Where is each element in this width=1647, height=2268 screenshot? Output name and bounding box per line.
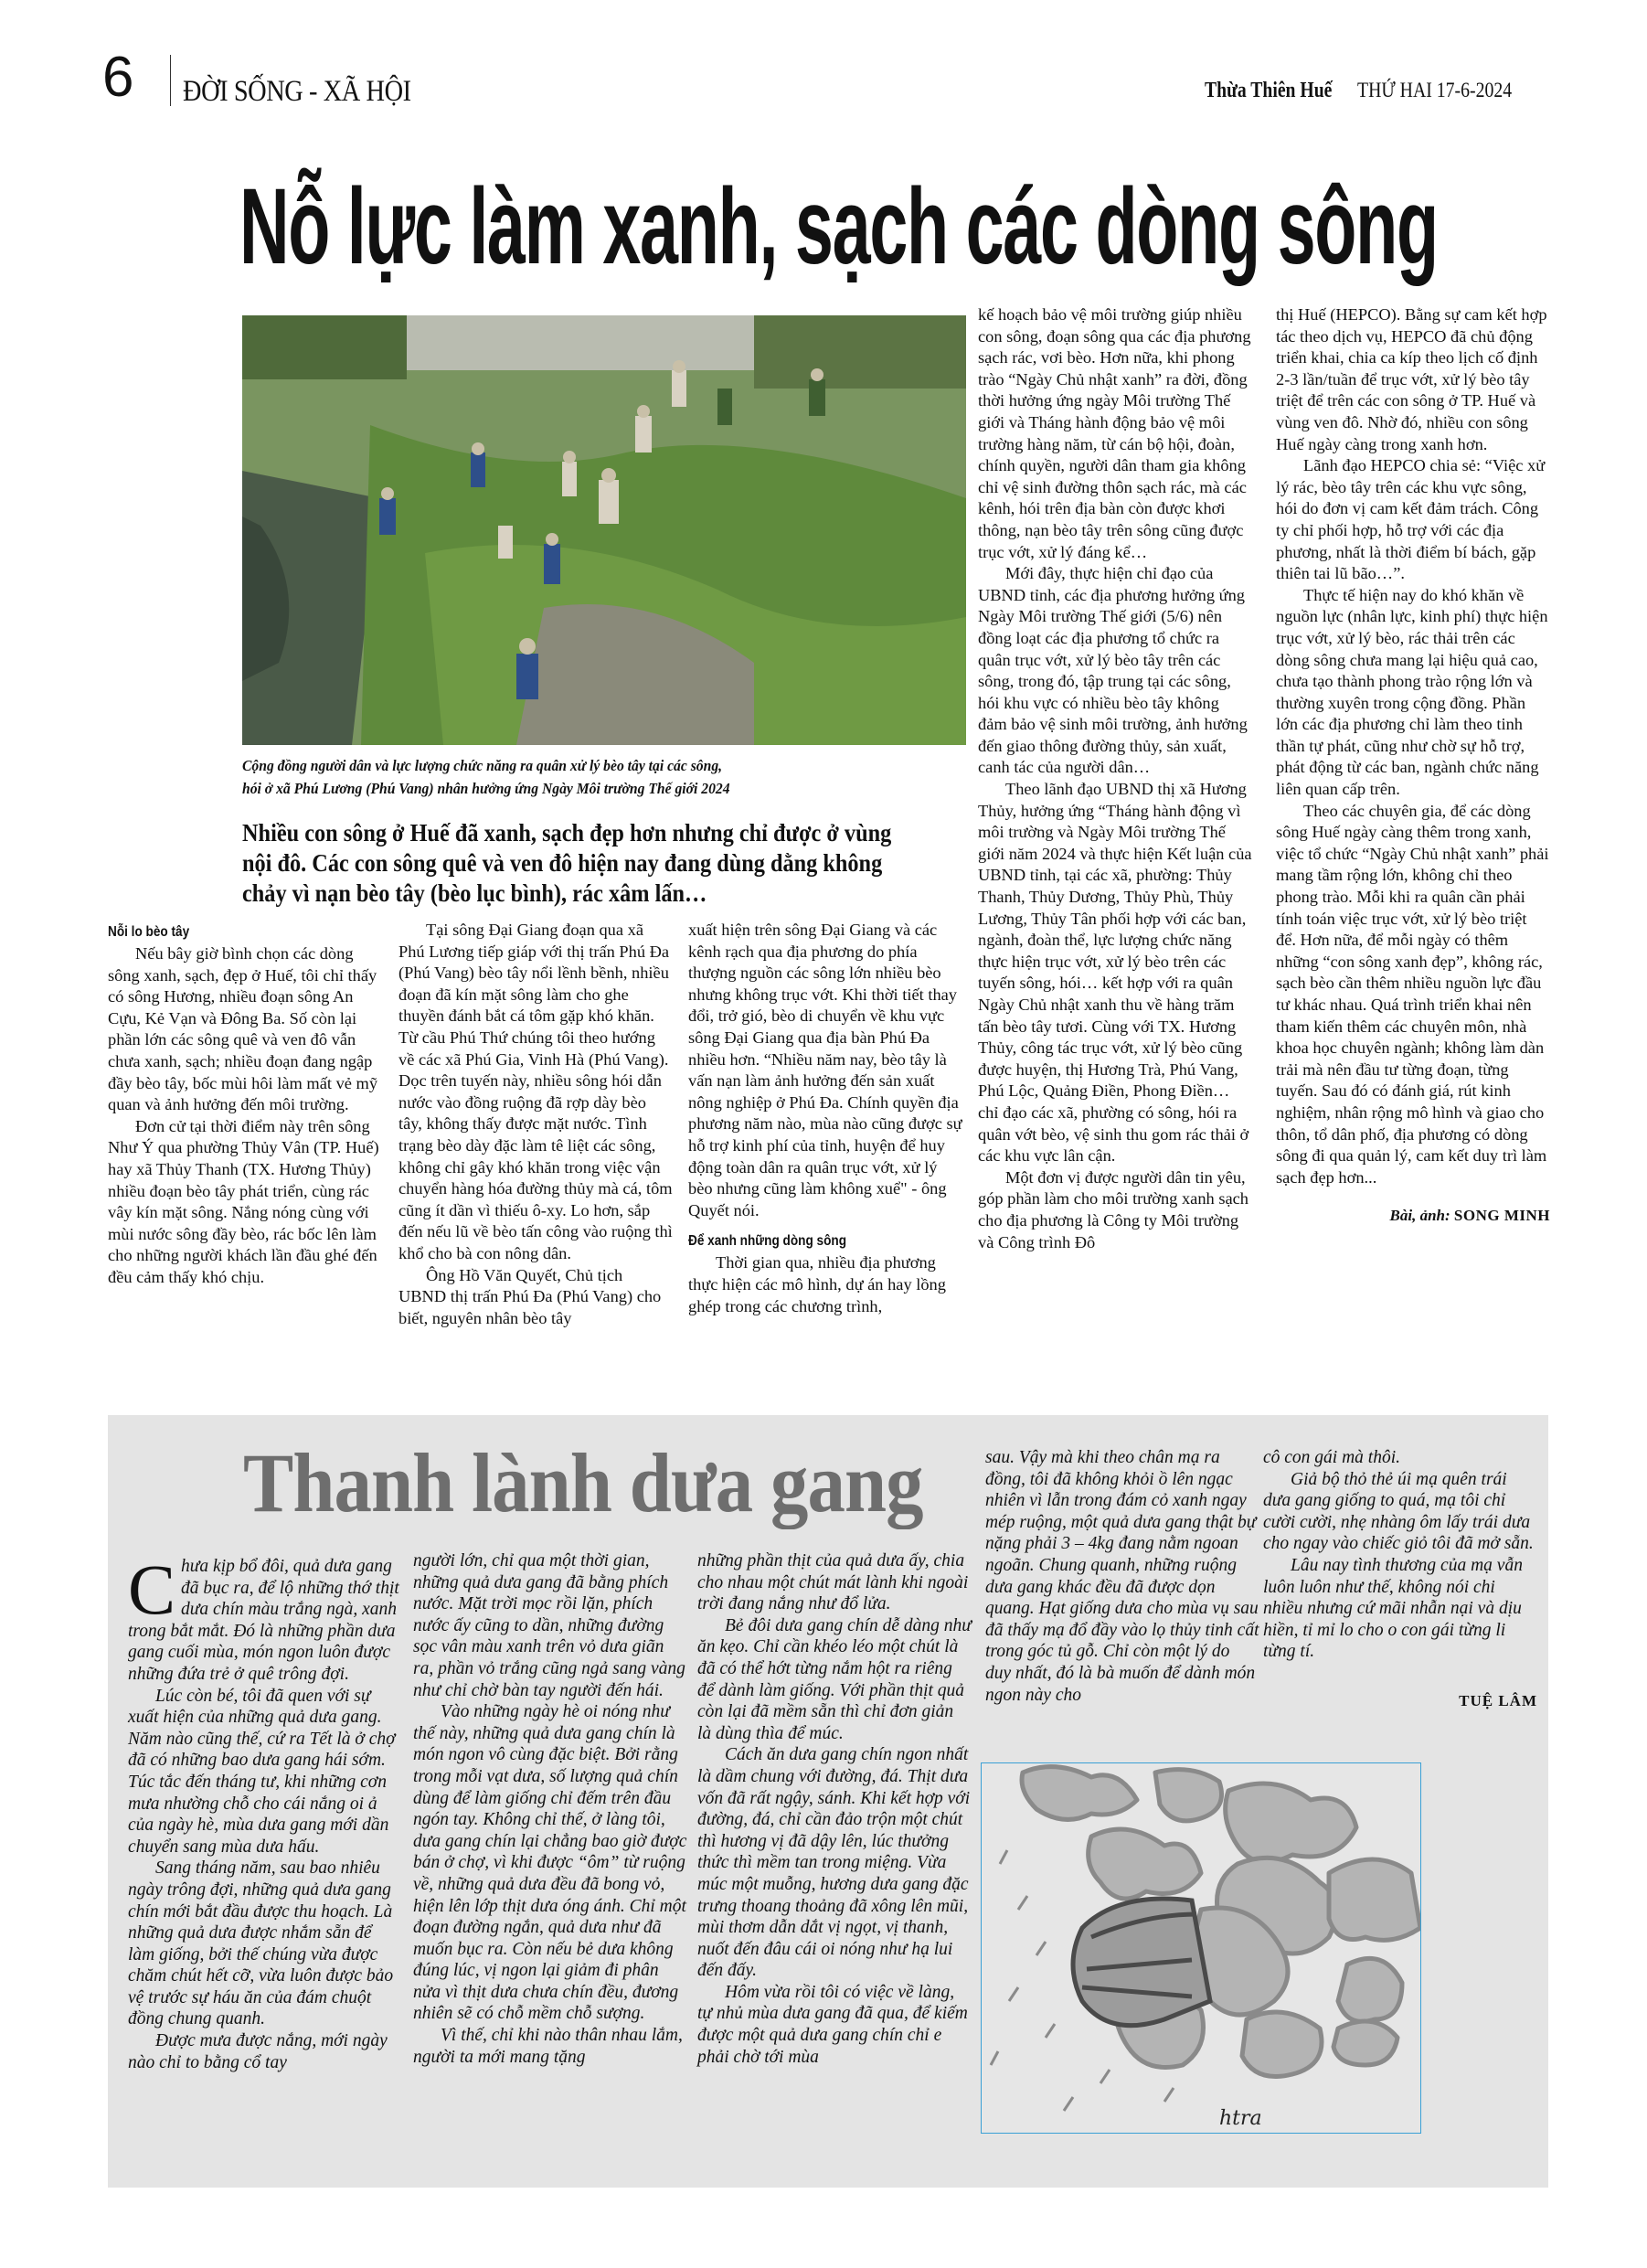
drop-cap: C — [128, 1549, 176, 1629]
feature-paragraph: Giả bộ thỏ thẻ úi mạ quên trái dưa gang giống to quá, mạ tôi chỉ cười cười, nhẹ nhàng ôm lấy trái dưa cho ngay vào chiếc giỏ tôi đã mở sẵn. — [1263, 1469, 1534, 1554]
feature-paragraph: Bẻ đôi dưa gang chín dễ dàng như ăn kẹo. Chỉ cần khéo léo một chút là đã có thể hớt từng nắm hột ra riêng để dành làm giống. Với phần thịt quả còn lại đã mềm sẵn thì chỉ đơn giản là dùng thìa để múc. — [697, 1615, 972, 1743]
feature-paragraph: Vì thế, chỉ khi nào thân nhau lắm, người ta mới mang tặng — [413, 2026, 683, 2067]
article-paragraph: Tại sông Đại Giang đoạn qua xã Phú Lương tiếp giáp với thị trấn Phú Đa (Phú Vang) bèo tây nổi lềnh bềnh, nhiều đoạn đã kín mặt sông làm cho ghe thuyền đánh bắt cá tôm gặp khó khăn. Từ cầu Phú Thứ chúng tôi theo hướng về các xã Phú Gia, Vinh Hà (Phú Vang). Dọc trên tuyến này, nhiều sông hói dẫn nước vào đồng ruộng đã rợp dày bèo tây, không thấy được mặt nước. Tình trạng bèo dày đặc làm tê liệt các sông, không chỉ gây khó khăn trong việc vận chuyển hàng hóa đường thủy mà cá, tôm cũng ít dần vì thiếu ô-xy. Lo hơn, sắp đến nếu lũ về bèo tấn công vào ruộng thì khổ cho bà con nông dân. — [398, 921, 673, 1262]
article-column-5 — [1276, 304, 1550, 1227]
feature-column-3 — [697, 1550, 972, 2068]
article-photo — [242, 315, 966, 745]
article-paragraph: Theo lãnh đạo UBND thị xã Hương Thủy, hưởng ứng “Tháng hành động vì môi trường và Ngày Môi trường Thế giới năm 2024 và thực hiện Kết luận của UBND tỉnh, tại các xã, phường: Thủy Thanh, Thủy Dương, Thủy Phù, Thủy Lương, Thủy Tân phối hợp với các ban, ngành, đoàn thể, lực lượng chức năng thực hiện trục vớt, xử lý bèo trên các tuyến sông, hói… kết hợp với ra quân Ngày Chủ nhật xanh thu về hàng trăm tấn bèo tây tươi. Cùng với TX. Hương Thủy, công tác trục vớt, xử lý bèo cũng được huyện, thị Hương Trà, Phú Vang, Phú Lộc, Quảng Điền, Phong Điền… chỉ đạo các xã, phường có sông, hói ra quân vớt bèo, vệ sinh thu gom rác thải ở các khu vực lân cận. — [978, 780, 1252, 1166]
article-paragraph: Đơn cử tại thời điểm này trên sông Như Ý qua phường Thủy Vân (TP. Huế) hay xã Thủy Thanh (TX. Hương Thủy) nhiều đoạn bèo tây phát triển, cùng rác vây kín mặt sông. Nắng nóng cùng với mùi nước sông đầy bèo, rác bốc lên làm cho những người khách lần đầu ghé đến đều cảm thấy khó chịu. — [108, 1116, 379, 1286]
feature-paragraph: Lúc còn bé, tôi đã quen với sự xuất hiện của những quả dưa gang. Năm nào cũng thế, cứ ra Tết là ở chợ đã có những bao dưa gang hái sớm. Túc tắc đến tháng tư, khi những cơn mưa nhường chỗ cho cái nắng oi ả của ngày hè, mùa dưa gang mới dần chuyển sang mùa dưa hấu. — [128, 1686, 396, 1857]
article-sapo: Nhiều con sông ở Huế đã xanh, sạch đẹp hơn nhưng chỉ được ở vùng nội đô. Các con sông quê và ven đô hiện nay đang dùng dằng không chảy vì nạn bèo tây (bèo lục bình), rác xâm lấn… — [242, 819, 892, 907]
feature-column-4 — [985, 1447, 1259, 1706]
feature-paragraph: Được mưa được nắng, mới ngày nào chỉ to bằng cổ tay — [128, 2031, 388, 2072]
article-byline — [1276, 1205, 1550, 1227]
paper-name: Thừa Thiên Huế — [1205, 79, 1333, 102]
subheading: Để xanh những dòng sông — [688, 1233, 847, 1250]
article-column-1 — [108, 921, 382, 1289]
feature-column-1 — [128, 1549, 402, 2073]
byline-label: Bài, ảnh: — [1389, 1207, 1450, 1225]
illustration-signature: htra — [1219, 2107, 1262, 2130]
feature-paragraph: Cách ăn dưa gang chín ngon nhất là dầm chung với đường, đá. Thịt dưa vốn đã rất ngậy, sánh. Khi kết hợp với đường, đá, chỉ cần đảo trộn một chút thì hương vị đã dậy lên, lúc thưởng thức thì mềm tan trong miệng. Vừa múc một muỗng, hương dưa gang đặc trưng thoang thoảng đã xông lên mũi, mùi thơm dẫn dắt vị ngọt, vị thanh, nuốt đến đâu cái oi nóng như hạ lui đến đấy. — [697, 1745, 971, 1981]
feature-paragraph: Lâu nay tình thương của mạ vẫn luôn luôn như thế, không nói chi nhiều nhưng cứ mãi nhẫn nại và dịu hiền, tỉ mỉ lo cho o con gái từng li từng tí. — [1263, 1555, 1523, 1662]
feature-paragraph: Sang tháng năm, sau bao nhiêu ngày trông đợi, những quả dưa gang chín mới bắt đầu được thu hoạch. Là những quả dưa được nhắm sẵn để làm giống, bởi thế chúng vừa được chăm chút hết cỡ, vừa luôn được bảo vệ trước sự háu ăn của đám chuột đồng chung quanh. — [128, 1858, 394, 2029]
feature-column-2 — [413, 1550, 687, 2068]
article-headline: Nỗ lực làm xanh, sạch các dòng sông — [239, 166, 1438, 287]
article-column-3 — [688, 920, 962, 1317]
feature-column-5 — [1263, 1447, 1537, 1712]
article-paragraph: Ông Hồ Văn Quyết, Chủ tịch UBND thị trấn Phú Đa (Phú Vang) cho biết, nguyên nhân bèo tây — [398, 1265, 662, 1327]
feature-paragraph: Hôm vừa rồi tôi có việc về làng, tự nhủ mùa dưa gang đã qua, để kiếm được một quả dưa gang chín chỉ e phải chờ tới mùa — [697, 1982, 968, 2067]
feature-paragraph: Vào những ngày hè oi nóng như thế này, những quả dưa gang chín là món ngon vô cùng đặc biệt. Bởi rằng trong mỗi vạt dưa, số lượng quả chín dùng để làm giống chỉ đếm trên đầu ngón tay. Không chỉ thế, ở làng tôi, dưa gang chín lại chẳng bao giờ được bán ở chợ, vì khi được “ôm” từ ruộng về, những quả dưa đều đã bong vỏ, hiện lên lớp thịt dưa óng ánh. Chỉ một đoạn đường ngắn, quả dưa như đã muốn bục ra. Còn nếu bẻ dưa không đúng lúc, vị ngon lại giảm đi phân nửa vì thịt dưa chưa chín đều, đương nhiên sẽ có chỗ mềm chỗ sượng. — [413, 1702, 687, 2024]
article-paragraph: kế hoạch bảo vệ môi trường giúp nhiều con sông, đoạn sông qua các địa phương sạch rác, vơi bèo. Hơn nữa, khi phong trào “Ngày Chủ nhật xanh” ra đời, đồng thời hưởng ứng ngày Môi trường Thế giới và Tháng hành động bảo vệ môi trường hàng năm, từ cán bộ hội, đoàn, chính quyền, người dân tham gia không chỉ vệ sinh đường thôn sạch rác, mà các kênh, hói trên địa bàn còn được khơi thông, nạn bèo tây trên sông cũng được trục vớt, xử lý đáng kể… — [978, 305, 1251, 561]
article-paragraph: Theo các chuyên gia, để các dòng sông Huế ngày càng thêm trong xanh, việc tổ chức “Ngày Chủ nhật xanh” phải mang tầm rộng lớn, không chỉ theo phong trào. Mỗi khi ra quân cần phải tính toán việc trục vớt, xử lý bèo triệt để. Hơn nữa, để mỗi ngày có thêm những “con sông xanh đẹp”, không rác, sạch bèo cần thêm nhiều nguồn lực đầu tư khác nhau. Quá trình triển khai nên tham kiến thêm các chuyên môn, nhà khoa học chuyên ngành; không làm dàn trải mà nên đầu tư từng đoạn, từng tuyến. Sau đó có đánh giá, rút kinh nghiệm, nhân rộng mô hình và giao cho thôn, tổ dân phố, địa phương có dòng sông đi qua quản lý, cam kết duy trì làm sạch đẹp hơn... — [1276, 801, 1549, 1187]
header-divider — [170, 55, 171, 106]
melon-drawing — [982, 1763, 1420, 2133]
article-column-2 — [398, 920, 673, 1329]
byline-author: SONG MINH — [1453, 1207, 1550, 1225]
article-paragraph: Nếu bây giờ bình chọn các dòng sông xanh, sạch, đẹp ở Huế, tôi chỉ thấy có sông Hương, nhiều đoạn sông An Cựu, Kẻ Vạn và Đông Ba. Số còn lại phần lớn các sông quê và ven đô vẫn chưa xanh, sạch; nhiều đoạn đang ngập đầy bèo tây, bốc mùi hôi làm mất vẻ mỹ quan và ảnh hưởng đến môi trường. — [108, 944, 378, 1114]
photo-caption-line: Cộng đồng người dân và lực lượng chức năng ra quân xử lý bèo tây tại các sông, — [242, 757, 723, 774]
feature-title: Thanh lành dưa gang — [243, 1436, 923, 1529]
feature-paragraph — [128, 1549, 402, 1686]
article-paragraph: Thời gian qua, nhiều địa phương thực hiện các mô hình, dự án hay lồng ghép trong các chương trình, — [688, 1253, 946, 1315]
feature-author: TUỆ LÂM — [1459, 1691, 1537, 1709]
feature-paragraph: người lớn, chỉ qua một thời gian, những quả dưa gang đã bằng phích nước. Mặt trời mọc rồi lặn, phích nước ấy cũng to dần, những đường sọc vân màu xanh trên vỏ dưa giãn ra, phần vỏ trắng cũng ngả sang vàng như chỉ chờ bàn tay người đến hái. — [413, 1551, 685, 1700]
page-number: 6 — [102, 46, 134, 109]
article-paragraph: Lãnh đạo HEPCO chia sẻ: “Việc xử lý rác, bèo tây trên các khu vực sông, hói do đơn vị cam kết đảm trách. Công ty chỉ phối hợp, hỗ trợ với các địa phương, nhất là thời điểm bí bách, gặp thiên tai lũ bão…”. — [1276, 456, 1546, 583]
river-cleanup-photo — [242, 315, 966, 745]
photo-caption — [242, 754, 915, 800]
article-paragraph: Mới đây, thực hiện chỉ đạo của UBND tỉnh, các địa phương hưởng ứng Ngày Môi trường Thế giới (5/6) nên đồng loạt các địa phương tổ chức ra quân trục vớt, xử lý bèo tây trên các sông, trong đó, tập trung tại các sông, hói khu vực có nhiều bèo tây không đảm bảo vệ sinh môi trường, ảnh hưởng đến giao thông đường thủy, sản xuất, canh tác của người dân… — [978, 564, 1248, 777]
article-paragraph: xuất hiện trên sông Đại Giang và các kênh rạch qua địa phương do phía thượng nguồn các sông lớn nhiều bèo nhưng không trục vớt. Khi thời tiết thay đổi, trở gió, bèo di chuyển về khu vực sông Đại Giang qua địa bàn Phú Đa nhiều hơn. “Nhiều năm nay, bèo tây là vấn nạn làm ảnh hưởng đến sản xuất nông nghiệp ở Phú Đa. Chính quyền địa phương năm nào, mùa nào cũng được sự hỗ trợ kinh phí của tỉnh, huyện để huy động toàn dân ra quân trục vớt, xử lý bèo nhưng cũng làm không xuể" - ông Quyết nói. — [688, 921, 962, 1219]
photo-caption-line: hói ở xã Phú Lương (Phú Vang) nhân hưởng ứng Ngày Môi trường Thế giới 2024 — [242, 780, 730, 797]
feature-paragraph: những phần thịt của quả dưa ấy, chia cho nhau một chút mát lành khi ngoài trời đang nắng như đổ lửa. — [697, 1551, 969, 1614]
feature-paragraph: sau. Vậy mà khi theo chân mạ ra đồng, tôi đã không khỏi ồ lên ngạc nhiên vì lẫn trong đám cỏ xanh ngay mép ruộng, một quả dưa gang thật bự nặng phải 3 – 4kg đang nằm ngoan ngoãn. Chung quanh, những ruộng dưa gang khác đều đã được dọn quang. Hạt giống dưa cho mùa vụ sau đã thấy mạ đổ đầy vào lọ thủy tinh cất trong góc tủ gỗ. Chỉ còn một lý do duy nhất, đó là bà muốn để dành món ngon này cho — [985, 1448, 1259, 1705]
feature-paragraph-text: hưa kịp bổ đôi, quả dưa gang đã bục ra, để lộ những thớ thịt dưa chín màu trắng ngà, xanh trong bắt mắt. Đó là những phần dưa gang cuối mùa, món ngon luôn được những đứa trẻ ở quê trông đợi. — [128, 1557, 399, 1684]
melon-illustration — [981, 1762, 1421, 2134]
article-paragraph: Một đơn vị được người dân tin yêu, góp phần làm cho môi trường xanh sạch cho địa phương là Công ty Môi trường và Công trình Đô — [978, 1167, 1249, 1251]
subheading: Nỗi lo bèo tây — [108, 924, 190, 940]
article-paragraph: Thực tế hiện nay do khó khăn về nguồn lực (nhân lực, kinh phí) thực hiện trục vớt, xử lý bèo, rác thải trên các dòng sông chưa mang lại hiệu quả cao, chưa tạo thành phong trào rộng lớn và thường xuyên trong cộng đồng. Phần lớn các địa phương chỉ làm theo tinh thần tự phát, cũng như chờ sự hỗ trợ, phát động từ các ban, ngành chức năng liên quan cấp trên. — [1276, 585, 1548, 799]
section-name: ĐỜI SỐNG - XÃ HỘI — [183, 75, 411, 108]
article-paragraph: thị Huế (HEPCO). Bằng sự cam kết hợp tác theo dịch vụ, HEPCO đã chủ động triển khai, chia ca kíp theo lịch cố định 2-3 lần/tuần để trục vớt, xử lý bèo tây triệt để trên các con sông ở TP. Huế và vùng ven đô. Nhờ đó, nhiều con sông Huế ngày càng trong xanh hơn. — [1276, 305, 1547, 453]
article-column-4 — [978, 304, 1252, 1253]
issue-date: THỨ HAI 17-6-2024 — [1357, 79, 1513, 101]
feature-paragraph: cô con gái mà thôi. — [1263, 1448, 1401, 1467]
